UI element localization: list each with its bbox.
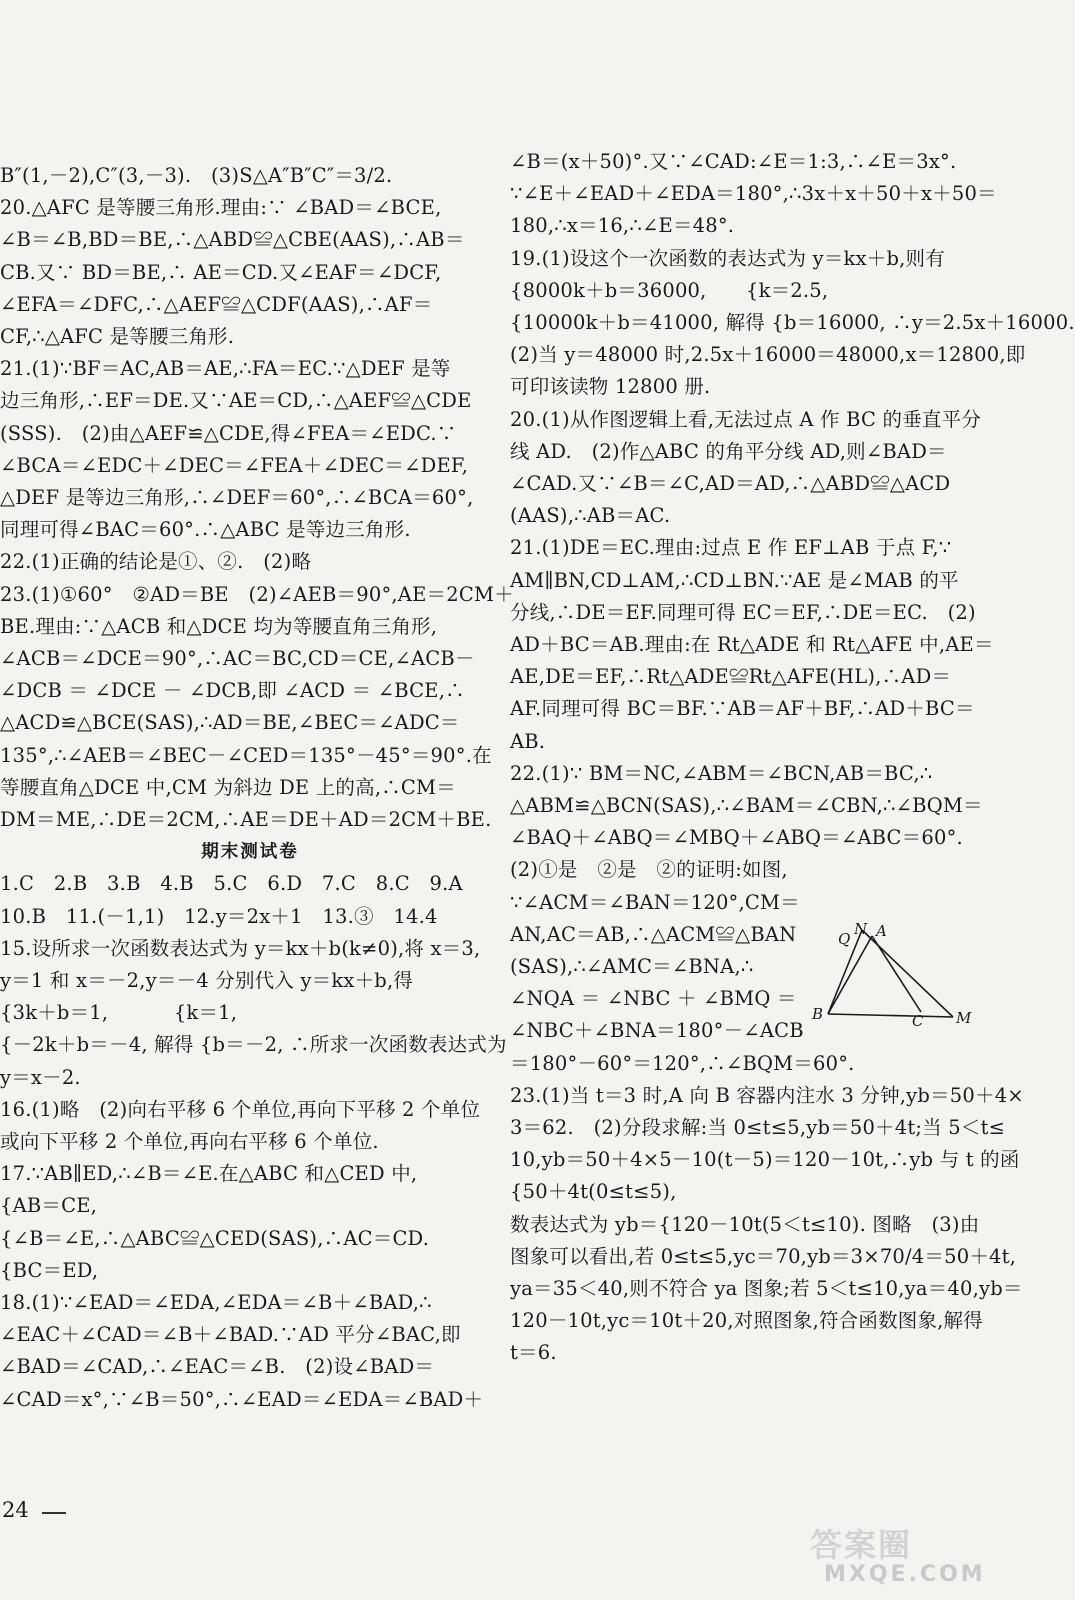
- text-line: 或向下平移 2 个单位,再向右平移 6 个单位.: [0, 1130, 379, 1153]
- text-line: 数表达式为 yb＝{120－10t(5＜t≤10). 图略 (3)由: [510, 1212, 980, 1236]
- text-line: 3＝62. (2)分段求解:当 0≤t≤5,yb＝50＋4t;当 5＜t≤: [510, 1116, 1006, 1139]
- text-line: 图象可以看出,若 0≤t≤5,yc＝70,yb＝3×70/4＝50＋4t,: [510, 1244, 1017, 1268]
- text-line: ∠EAC＋∠CAD＝∠B＋∠BAD.∵AD 平分∠BAC,即: [0, 1323, 461, 1347]
- text-line: y＝x－2.: [0, 1065, 81, 1089]
- text-line: (SAS),∴∠AMC＝∠BNA,∴: [510, 955, 754, 978]
- figure-label-N: N: [854, 920, 868, 938]
- text-line: y＝1 和 x＝－2,y＝－4 分别代入 y＝kx＋b,得: [0, 969, 414, 992]
- text-line: 可印该读物 12800 册.: [510, 375, 711, 399]
- text-line: ∠EFA＝∠DFC,∴△AEF≌△CDF(AAS),∴AF＝: [0, 292, 433, 316]
- watermark-mark: 答案圈: [810, 1526, 913, 1564]
- text-line: 20.△AFC 是等腰三角形.理由:∵ ∠BAD＝∠BCE,: [0, 196, 442, 220]
- figure-label-M: M: [956, 1009, 972, 1027]
- text-line: (AAS),∴AB＝AC.: [510, 504, 671, 528]
- text-line: AE,DE＝EF,∴Rt△ADE≌Rt△AFE(HL),∴AD＝: [510, 665, 952, 689]
- text-line: ＝180°－60°＝120°,∴∠BQM＝60°.: [510, 1051, 855, 1075]
- text-line: 10.B 11.(－1,1) 12.y＝2x＋1 13.③ 14.4: [0, 904, 438, 928]
- text-line: BE.理由:∵△ACB 和△DCE 均为等腰直角三角形,: [0, 614, 438, 638]
- text-line: {∠B＝∠E,∴△ABC≌△CED(SAS),∴AC＝CD.: [0, 1226, 430, 1250]
- text-line: 1.C 2.B 3.B 4.B 5.C 6.D 7.C 8.C 9.A: [0, 872, 463, 896]
- text-line: ya＝35＜40,则不符合 ya 图象;若 5＜t≤10,ya＝40,yb＝: [510, 1277, 1023, 1300]
- text-line: ∠BAD＝∠CAD,∴∠EAC＝∠B. (2)设∠BAD＝: [0, 1355, 435, 1379]
- text-line: {BC＝ED,: [0, 1258, 99, 1282]
- text-line: ∠CAD＝x°,∵∠B＝50°,∴∠EAD＝∠EDA＝∠BAD＋: [0, 1387, 484, 1411]
- text-line: ∠B＝(x＋50)°.又∵∠CAD:∠E＝1:3,∴∠E＝3x°.: [510, 150, 957, 173]
- text-line: {3k＋b＝1, {k＝1,: [0, 1001, 238, 1025]
- text-line: 120－10t,yc＝10t＋20,对照图象,符合函数图象,解得: [510, 1309, 983, 1333]
- text-line: △ABM≌△BCN(SAS),∴∠BAM＝∠CBN,∴∠BQM＝: [510, 794, 983, 817]
- text-line: ∠DCB ＝ ∠DCE － ∠DCB,即 ∠ACD ＝ ∠BCE,∴: [0, 679, 465, 703]
- page-number: 24: [2, 1498, 29, 1522]
- text-line: 21.(1)DE＝EC.理由:过点 E 作 EF⊥AB 于点 F,∵: [510, 536, 952, 560]
- text-line: 135°,∴∠AEB＝∠BEC－∠CED＝135°－45°＝90°.在: [0, 743, 492, 767]
- watermark-logo: [800, 1520, 986, 1592]
- text-line: 同理可得∠BAC＝60°.∴△ABC 是等边三角形.: [0, 518, 411, 542]
- text-line: DM＝ME,∴DE＝2CM,∴AE＝DE＋AD＝2CM＋BE.: [0, 808, 492, 831]
- figure-label-B: B: [812, 1005, 824, 1023]
- text-line: AB.: [510, 729, 546, 753]
- text-line: {10000k＋b＝41000, 解得 {b＝16000, ∴y＝2.5x＋16000.: [510, 311, 1075, 334]
- text-line: {－2k＋b＝－4, 解得 {b＝－2, ∴所求一次函数表达式为: [0, 1033, 507, 1057]
- text-line: ∵∠E＋∠EAD＋∠EDA＝180°,∴3x＋x＋50＋x＋50＝: [510, 182, 997, 206]
- text-line: CB.又∵ BD＝BE,∴ AE＝CD.又∠EAF＝∠DCF,: [0, 260, 442, 284]
- text-line: (2)当 y＝48000 时,2.5x＋16000＝48000,x＝12800,即: [510, 343, 1026, 367]
- figure-label-A: A: [876, 922, 887, 940]
- text-line: {AB＝CE,: [0, 1194, 98, 1218]
- text-line: 边三角形,∴EF＝DE.又∵AE＝CD,∴△AEF≌△CDE: [0, 389, 472, 413]
- text-line: t＝6.: [510, 1341, 557, 1365]
- text-line: 分线,∴DE＝EF.同理可得 EC＝EF,∴DE＝EC. (2): [510, 600, 976, 624]
- text-line: 18.(1)∵∠EAD＝∠EDA,∠EDA＝∠B＋∠BAD,∴: [0, 1291, 432, 1314]
- text-line: 17.∵AB∥ED,∴∠B＝∠E.在△ABC 和△CED 中,: [0, 1162, 418, 1186]
- text-line: ∠NBC＋∠BNA＝180°－∠ACB: [510, 1019, 804, 1043]
- text-line: {8000k＋b＝36000, {k＝2.5,: [510, 278, 829, 302]
- page-number-dash: [42, 1512, 66, 1514]
- text-line: (SSS). (2)由△AEF≌△CDE,得∠FEA＝∠EDC.∵: [0, 421, 457, 445]
- text-line: AD＋BC＝AB.理由:在 Rt△ADE 和 Rt△AFE 中,AE＝: [510, 633, 994, 656]
- figure-label-C: C: [912, 1012, 924, 1030]
- text-line: 180,∴x＝16,∴∠E＝48°.: [510, 214, 735, 238]
- text-line: 22.(1)正确的结论是①、②. (2)略: [0, 550, 312, 574]
- text-line: (2)①是 ②是 ②的证明:如图,: [510, 858, 788, 882]
- text-line: ∠B＝∠B,BD＝BE,∴△ABD≌△CBE(AAS),∴AB＝: [0, 228, 465, 252]
- text-line: 线 AD. (2)作△ABC 的角平分线 AD,则∠BAD＝: [510, 439, 947, 463]
- text-line: ∠NQA ＝ ∠NBC ＋ ∠BMQ ＝: [510, 987, 797, 1011]
- text-line: ∠ACB＝∠DCE＝90°,∴AC＝BC,CD＝CE,∠ACB－: [0, 647, 475, 670]
- text-line: ∠CAD.又∵∠B＝∠C,AD＝AD,∴△ABD≌△ACD: [510, 472, 951, 495]
- text-line: 等腰直角△DCE 中,CM 为斜边 DE 上的高,∴CM＝: [0, 775, 456, 799]
- text-line: 20.(1)从作图逻辑上看,无法过点 A 作 BC 的垂直平分: [510, 407, 982, 431]
- text-line: 23.(1)当 t＝3 时,A 向 B 容器内注水 3 分钟,yb＝50＋4×: [510, 1083, 1024, 1107]
- text-line: AM∥BN,CD⊥AM,∴CD⊥BN.∵AE 是∠MAB 的平: [510, 568, 959, 592]
- figure-line-NM: [862, 930, 953, 1017]
- text-line: 19.(1)设这个一次函数的表达式为 y＝kx＋b,则有: [510, 246, 945, 270]
- text-line: 21.(1)∵BF＝AC,AB＝AE,∴FA＝EC.∵△DEF 是等: [0, 357, 451, 381]
- text-line: CF,∴△AFC 是等腰三角形.: [0, 325, 235, 348]
- text-line: {50＋4t(0≤t≤5),: [510, 1180, 677, 1204]
- figure-line-BM: [828, 1014, 953, 1017]
- text-line: 10,yb＝50＋4×5－10(t－5)＝120－10t,∴yb 与 t 的函: [510, 1148, 1020, 1172]
- text-line: ∠BAQ＋∠ABQ＝∠MBQ＋∠ABQ＝∠ABC＝60°.: [510, 826, 963, 850]
- text-line: ∠BCA＝∠EDC＋∠DEC＝∠FEA＋∠DEC＝∠DEF,: [0, 453, 469, 477]
- text-line: 期末测试卷: [201, 842, 299, 863]
- text-line: 22.(1)∵ BM＝NC,∠ABM＝∠BCN,AB＝BC,∴: [510, 761, 933, 785]
- text-line: 23.(1)①60° ②AD＝BE (2)∠AEB＝90°,AE＝2CM＋: [0, 582, 514, 606]
- text-line: AN,AC＝AB,∴△ACM≌△BAN: [510, 922, 797, 946]
- text-line: △ACD≌△BCE(SAS),∴AD＝BE,∠BEC＝∠ADC＝: [0, 711, 460, 735]
- text-line: AF.同理可得 BC＝BF.∵AB＝AF＋BF,∴AD＋BC＝: [510, 697, 975, 721]
- text-line: 15.设所求一次函数表达式为 y＝kx＋b(k≠0),将 x＝3,: [0, 936, 481, 960]
- triangle-figure: [812, 920, 972, 1030]
- watermark-text: MXQE.COM: [824, 1562, 986, 1587]
- figure-label-Q: Q: [838, 930, 851, 948]
- text-line: △DEF 是等边三角形,∴∠DEF＝60°,∴∠BCA＝60°,: [0, 486, 474, 509]
- text-line: 16.(1)略 (2)向右平移 6 个单位,再向下平移 2 个单位: [0, 1097, 481, 1121]
- text-line: B″(1,－2),C″(3,－3). (3)S△A″B″C″＝3/2.: [0, 164, 393, 187]
- text-line: ∵∠ACM＝∠BAN＝120°,CM＝: [510, 890, 800, 914]
